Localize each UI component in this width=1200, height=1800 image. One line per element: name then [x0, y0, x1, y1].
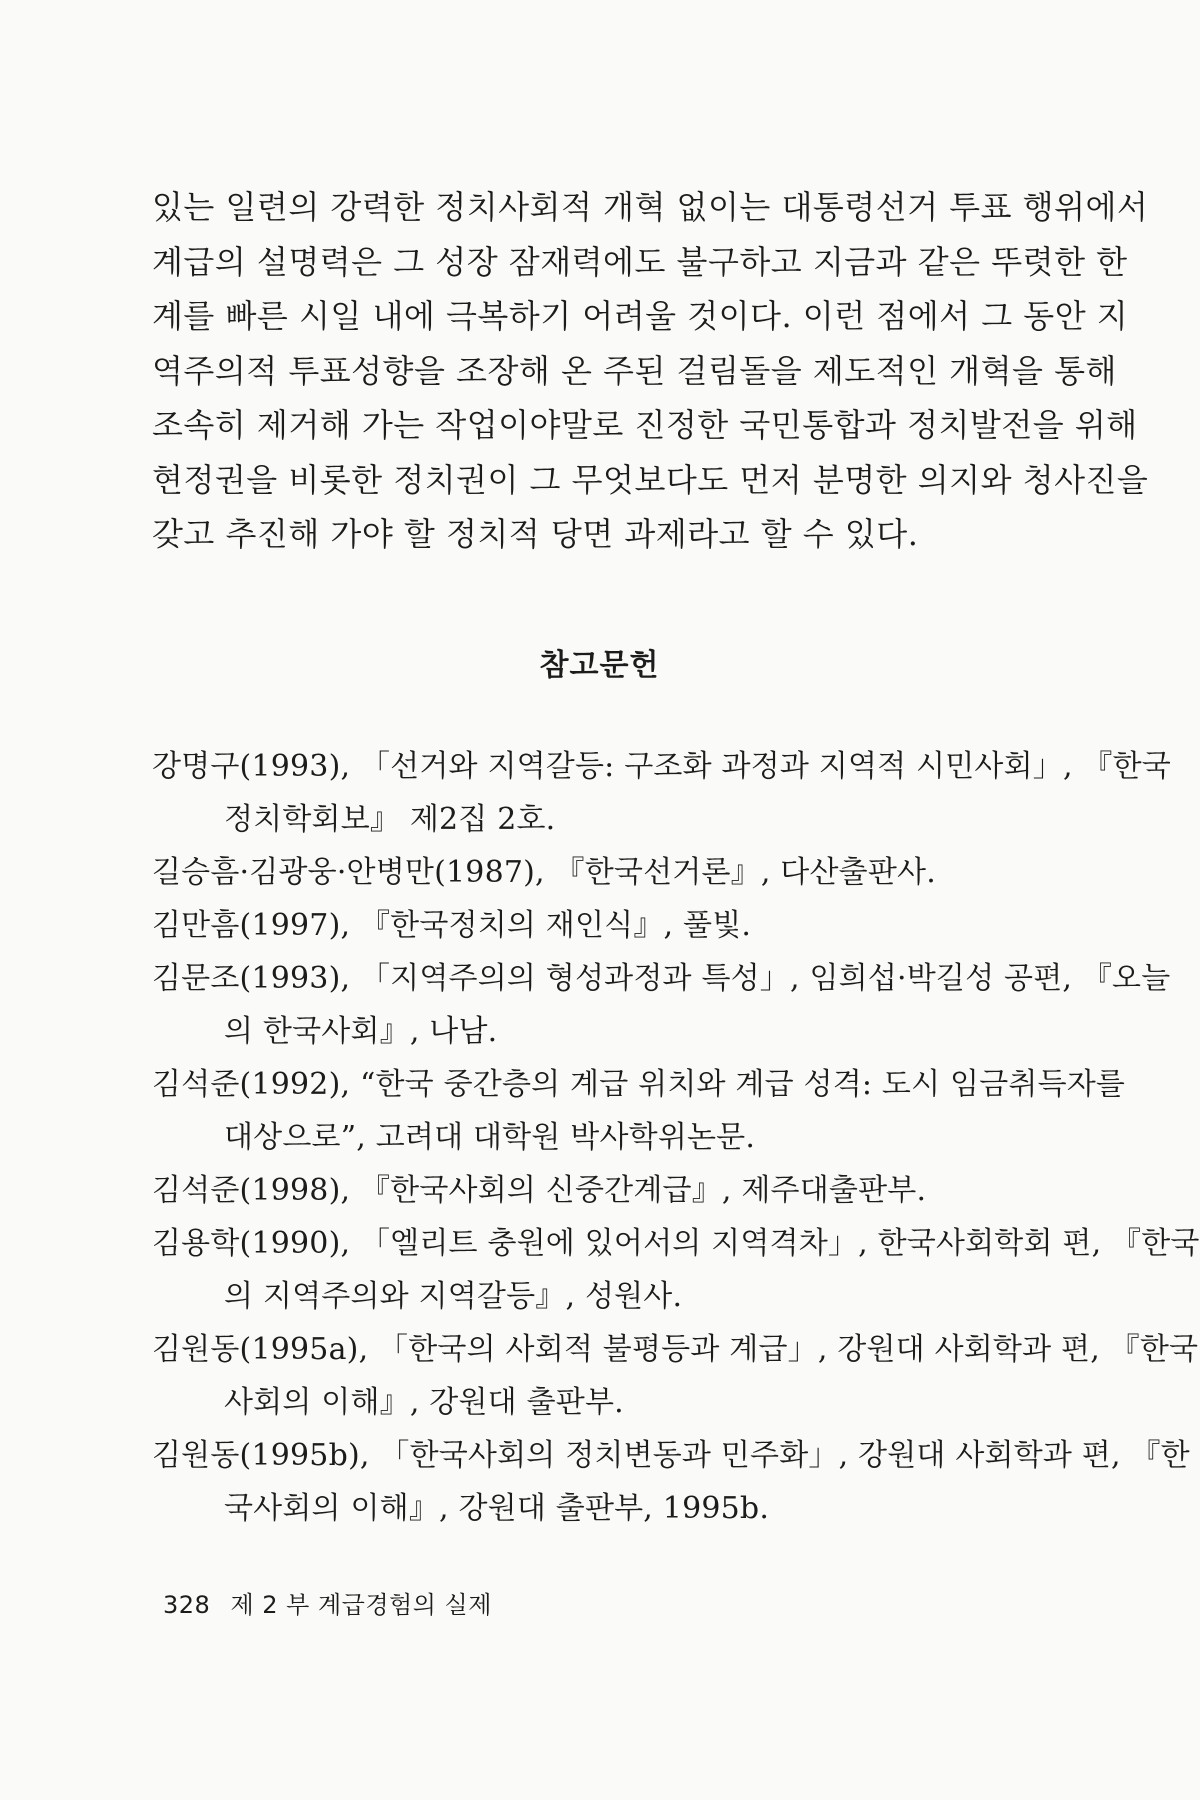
reference-line-continued: 국사회의 이해』, 강원대 출판부, 1995b.: [224, 1491, 770, 1526]
body-line: 있는 일련의 강력한 정치사회적 개혁 없이는 대통령선거 투표 행위에서: [152, 188, 1149, 226]
section-title: 참고문헌: [539, 648, 660, 683]
reference-item: [152, 1323, 1199, 1429]
reference-line-continued: 의 지역주의와 지역갈등』, 성원사.: [224, 1279, 683, 1314]
body-line: 조속히 제거해 가는 작업이야말로 진정한 국민통합과 정치발전을 위해: [152, 406, 1138, 444]
reference-list: [152, 740, 1200, 1535]
reference-line-continued: 정치학회보』 제2집 2호.: [224, 802, 556, 837]
reference-item: [152, 740, 1171, 846]
reference-item: [152, 952, 1171, 1058]
running-head: 제 2 부 계급경험의 실제: [230, 1591, 492, 1619]
reference-line: 김문조(1993), 「지역주의의 형성과정과 특성」, 임희섭·박길성 공편, 『오늘: [152, 961, 1171, 996]
reference-item: [152, 1164, 1047, 1217]
reference-line: 김용학(1990), 「엘리트 충원에 있어서의 지역격차」, 한국사회학회 편, 『한국: [152, 1226, 1200, 1261]
page-number: 328: [163, 1591, 211, 1619]
reference-item: [152, 846, 1047, 899]
body-line: 갖고 추진해 가야 할 정치적 당면 과제라고 할 수 있다.: [152, 515, 919, 553]
reference-line: 김원동(1995a), 「한국의 사회적 불평등과 계급」, 강원대 사회학과 편, 『한국: [152, 1332, 1199, 1367]
reference-line-continued: 사회의 이해』, 강원대 출판부.: [224, 1385, 624, 1420]
reference-item: [152, 1217, 1200, 1323]
body-line: 계급의 설명력은 그 성장 잠재력에도 불구하고 지금과 같은 뚜렷한 한: [152, 242, 1128, 281]
reference-line-continued: 의 한국사회』, 나남.: [224, 1014, 498, 1049]
reference-item: [152, 899, 1047, 952]
page-footer: [163, 1585, 492, 1620]
reference-line-continued: 대상으로”, 고려대 대학원 박사학위논문.: [224, 1120, 756, 1155]
reference-line: 김석준(1992), “한국 중간층의 계급 위치와 계급 성격: 도시 임금취득자를: [152, 1067, 1126, 1102]
body-paragraph: [152, 180, 1149, 562]
body-line: 역주의적 투표성향을 조장해 온 주된 걸림돌을 제도적인 개혁을 통해: [152, 351, 1117, 390]
reference-line: 강명구(1993), 「선거와 지역갈등: 구조화 과정과 지역적 시민사회」, 『한국: [152, 749, 1171, 784]
reference-line: 길승흠·김광웅·안병만(1987), 『한국선거론』, 다산출판사.: [152, 855, 936, 890]
reference-item: [152, 1058, 1126, 1164]
reference-line: 김만흠(1997), 『한국정치의 재인식』, 풀빛.: [152, 908, 752, 943]
reference-line: 김석준(1998), 『한국사회의 신중간계급』, 제주대출판부.: [152, 1173, 927, 1208]
body-line: 계를 빠른 시일 내에 극복하기 어려울 것이다. 이런 점에서 그 동안 지: [152, 297, 1129, 335]
body-line: 현정권을 비롯한 정치권이 그 무엇보다도 먼저 분명한 의지와 청사진을: [152, 460, 1149, 499]
reference-line: 김원동(1995b), 「한국사회의 정치변동과 민주화」, 강원대 사회학과 편, 『한: [152, 1438, 1190, 1473]
reference-item: [152, 1429, 1190, 1535]
page-content: [152, 180, 1200, 1526]
